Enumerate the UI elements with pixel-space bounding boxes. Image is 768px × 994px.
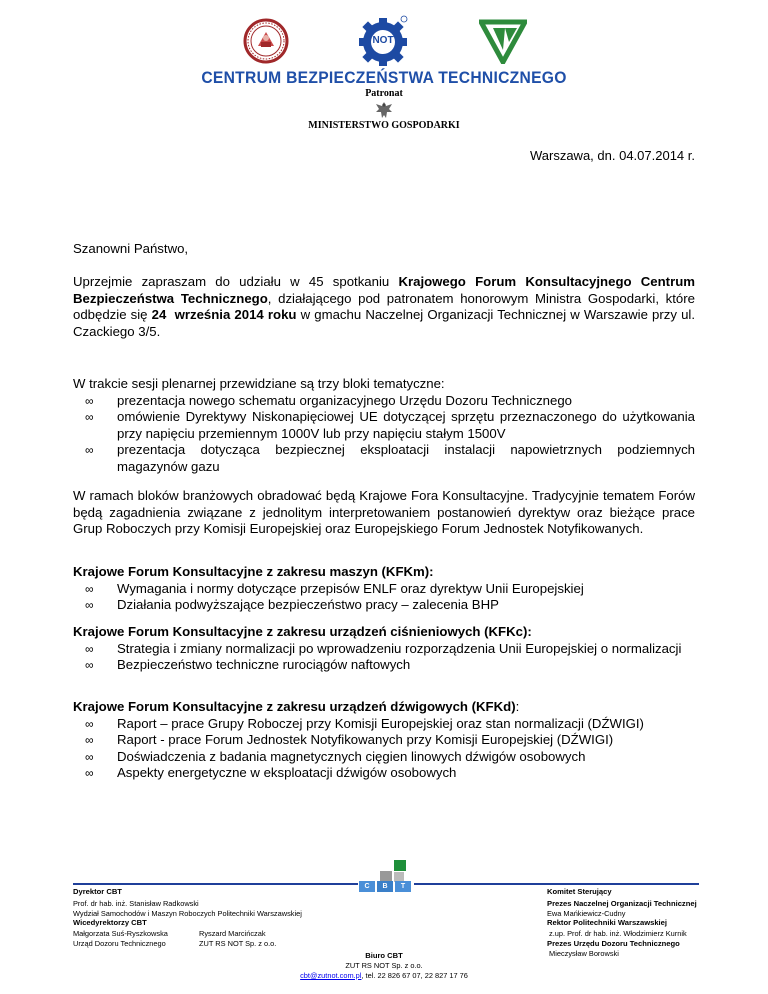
not-gear-logo: [355, 12, 411, 73]
footer-deputy1-name: Małgorzata Suś-Ryszkowska: [73, 929, 168, 938]
footer-deputies-title: Wicedyrektorzy CBT: [73, 918, 147, 927]
footer-office-title: Biuro CBT: [365, 951, 403, 960]
footer-r3-name: Mieczysław Borowski: [547, 949, 619, 958]
footer-email-link[interactable]: cbt@zutnot.com.pl: [300, 971, 362, 980]
list-item: ∞ prezentacja dotycząca bezpiecznej eksploatacji instalacji napowietrznych podziemnych magazynów gazu: [85, 442, 695, 474]
list-item: ∞ Aspekty energetyczne w eksploatacji dźwigów osobowych: [85, 765, 457, 781]
footer-director-name: Prof. dr hab. inż. Stanisław Radkowski: [73, 899, 199, 908]
bullet-icon: ∞: [85, 716, 94, 731]
cbt-title: CENTRUM BEZPIECZEŃSTWA TECHNICZNEGO: [201, 68, 567, 87]
list-item: ∞ Działania podwyższające bezpieczeństwo pracy – zalecenia BHP: [85, 597, 499, 613]
footer-deputy2-unit: ZUT RS NOT Sp. z o.o.: [199, 939, 277, 948]
university-seal-logo: [243, 18, 289, 69]
footer-r2-title: Rektor Politechniki Warszawskiej: [547, 918, 667, 927]
footer-deputy2-name: Ryszard Marcińczak: [199, 929, 266, 938]
footer-director-unit: Wydział Samochodów i Maszyn Roboczych Politechniki Warszawskiej: [73, 909, 302, 918]
bullet-icon: ∞: [85, 766, 94, 781]
intro-paragraph: [73, 274, 695, 340]
footer-r2-name: z.up. Prof. dr hab. inż. Włodzimierz Kurnik: [547, 929, 687, 938]
bullet-icon: ∞: [85, 598, 94, 613]
list-item: ∞ Doświadczenia z badania magnetycznych cięgien linowych dźwigów osobowych: [85, 748, 586, 764]
footer-divider-right: [414, 883, 699, 885]
bullet-icon: ∞: [85, 443, 94, 458]
forum-heading-suffix: :: [515, 699, 520, 714]
bullet-icon: ∞: [85, 658, 94, 673]
footer-director-title: Dyrektor CBT: [73, 887, 122, 896]
cbt-box-c: C: [359, 881, 375, 892]
footer-committee-title: Komitet Sterujący: [547, 887, 612, 896]
letter-date: Warszawa, dn. 04.07.2014 r.: [529, 148, 695, 163]
footer-phones: , tel. 22 826 67 07, 22 827 17 76: [361, 971, 468, 980]
branches-paragraph: W ramach bloków branżowych obradować będą Krajowe Fora Konsultacyjne. Tradycyjnie tematem Forów będą zagadnienia związane z jednolitym interpretowaniem postanowień dyrektyw oraz bieżące prace Grup Roboczych przy Komisji Europejskiej oraz Europejskiego Forum Jednostek Notyfikowanych.: [73, 488, 695, 537]
forum-heading: Krajowe Forum Konsultacyjne z zakresu maszyn (KFKm):: [73, 564, 434, 579]
list-item: ∞ omówienie Dyrektywy Niskonapięciowej UE dotyczącej sprzętu przeznaczonego do użytkowania przy napięciu przemiennym 1000V lub przy napięciu stałym 1500V: [85, 409, 695, 441]
cbt-box-t: T: [395, 881, 411, 892]
bullet-icon: ∞: [85, 733, 94, 748]
intro-forum-name: Krajowego Forum Konsultacyjnego Centrum Bezpieczeństwa Technicznego: [73, 274, 695, 306]
intro-text-1: Uprzejmie zapraszam do udziału w 45 spotkaniu: [73, 274, 399, 289]
footer-r1-name: Ewa Mańkiewicz-Cudny: [547, 909, 626, 918]
list-item: ∞ Raport – prace Grupy Roboczej przy Komisji Europejskiej oraz stan normalizacji (DŹWIGI): [85, 715, 644, 731]
bullet-icon: ∞: [85, 641, 94, 656]
forum-section-kfkm: [73, 564, 695, 614]
footer-deputy1-unit: Urząd Dozoru Technicznego: [73, 939, 166, 948]
plenary-section: [73, 376, 695, 476]
dt-triangle-logo: [479, 18, 527, 69]
footer-office-name: ZUT RS NOT Sp. z o.o.: [345, 961, 423, 970]
bullet-icon: ∞: [85, 581, 94, 596]
list-item: ∞ Strategia i zmiany normalizacji po wprowadzeniu rozporządzenia Unii Europejskiej o normalizacji: [85, 640, 682, 656]
footer: [0, 860, 768, 994]
forum-section-kfkd: [73, 699, 695, 782]
plenary-lead: W trakcie sesji plenarnej przewidziane są trzy bloki tematyczne:: [73, 376, 445, 391]
intro-meeting-date: 24 września 2014 roku: [151, 307, 297, 323]
salutation: Szanowni Państwo,: [73, 241, 189, 256]
footer-r1-title: Prezes Naczelnej Organizacji Technicznej: [547, 899, 697, 908]
forum-heading: Krajowe Forum Konsultacyjne z zakresu urządzeń dźwigowych (KFKd): [73, 699, 516, 714]
footer-contact: [0, 971, 768, 982]
intro-text-2: , działającego pod patronatem honorowym Ministra Gospodarki, które odbędzie się: [73, 290, 695, 323]
footer-r3-title: Prezes Urzędu Dozoru Technicznego: [547, 939, 680, 948]
not-logo-text: NOT: [372, 35, 394, 46]
list-item: ∞ Bezpieczeństwo techniczne rurociągów naftowych: [85, 657, 411, 673]
cbt-box-b: B: [377, 881, 393, 892]
bullet-icon: ∞: [85, 749, 94, 764]
ministry-label: MINISTERSTWO GOSPODARKI: [308, 120, 460, 131]
patronat-label: Patronat: [365, 88, 403, 99]
bullet-icon: ∞: [85, 393, 94, 408]
list-item: ∞ Wymagania i normy dotyczące przepisów ENLF oraz dyrektyw Unii Europejskiej: [85, 580, 584, 596]
list-item: ∞ prezentacja nowego schematu organizacyjnego Urzędu Dozoru Technicznego: [85, 392, 572, 408]
list-item: ∞ Raport - prace Forum Jednostek Notyfikowanych przy Komisji Europejskiej (DŹWIGI): [85, 732, 614, 748]
bullet-icon: ∞: [85, 410, 94, 425]
forum-section-kfkc: [73, 624, 695, 674]
forum-heading: Krajowe Forum Konsultacyjne z zakresu urządzeń ciśnieniowych (KFKc):: [73, 624, 532, 639]
intro-text-3: w gmachu Naczelnej Organizacji Technicznej w Warszawie przy ul. Czackiego 3/5.: [73, 307, 696, 339]
footer-divider-left: [73, 883, 358, 885]
